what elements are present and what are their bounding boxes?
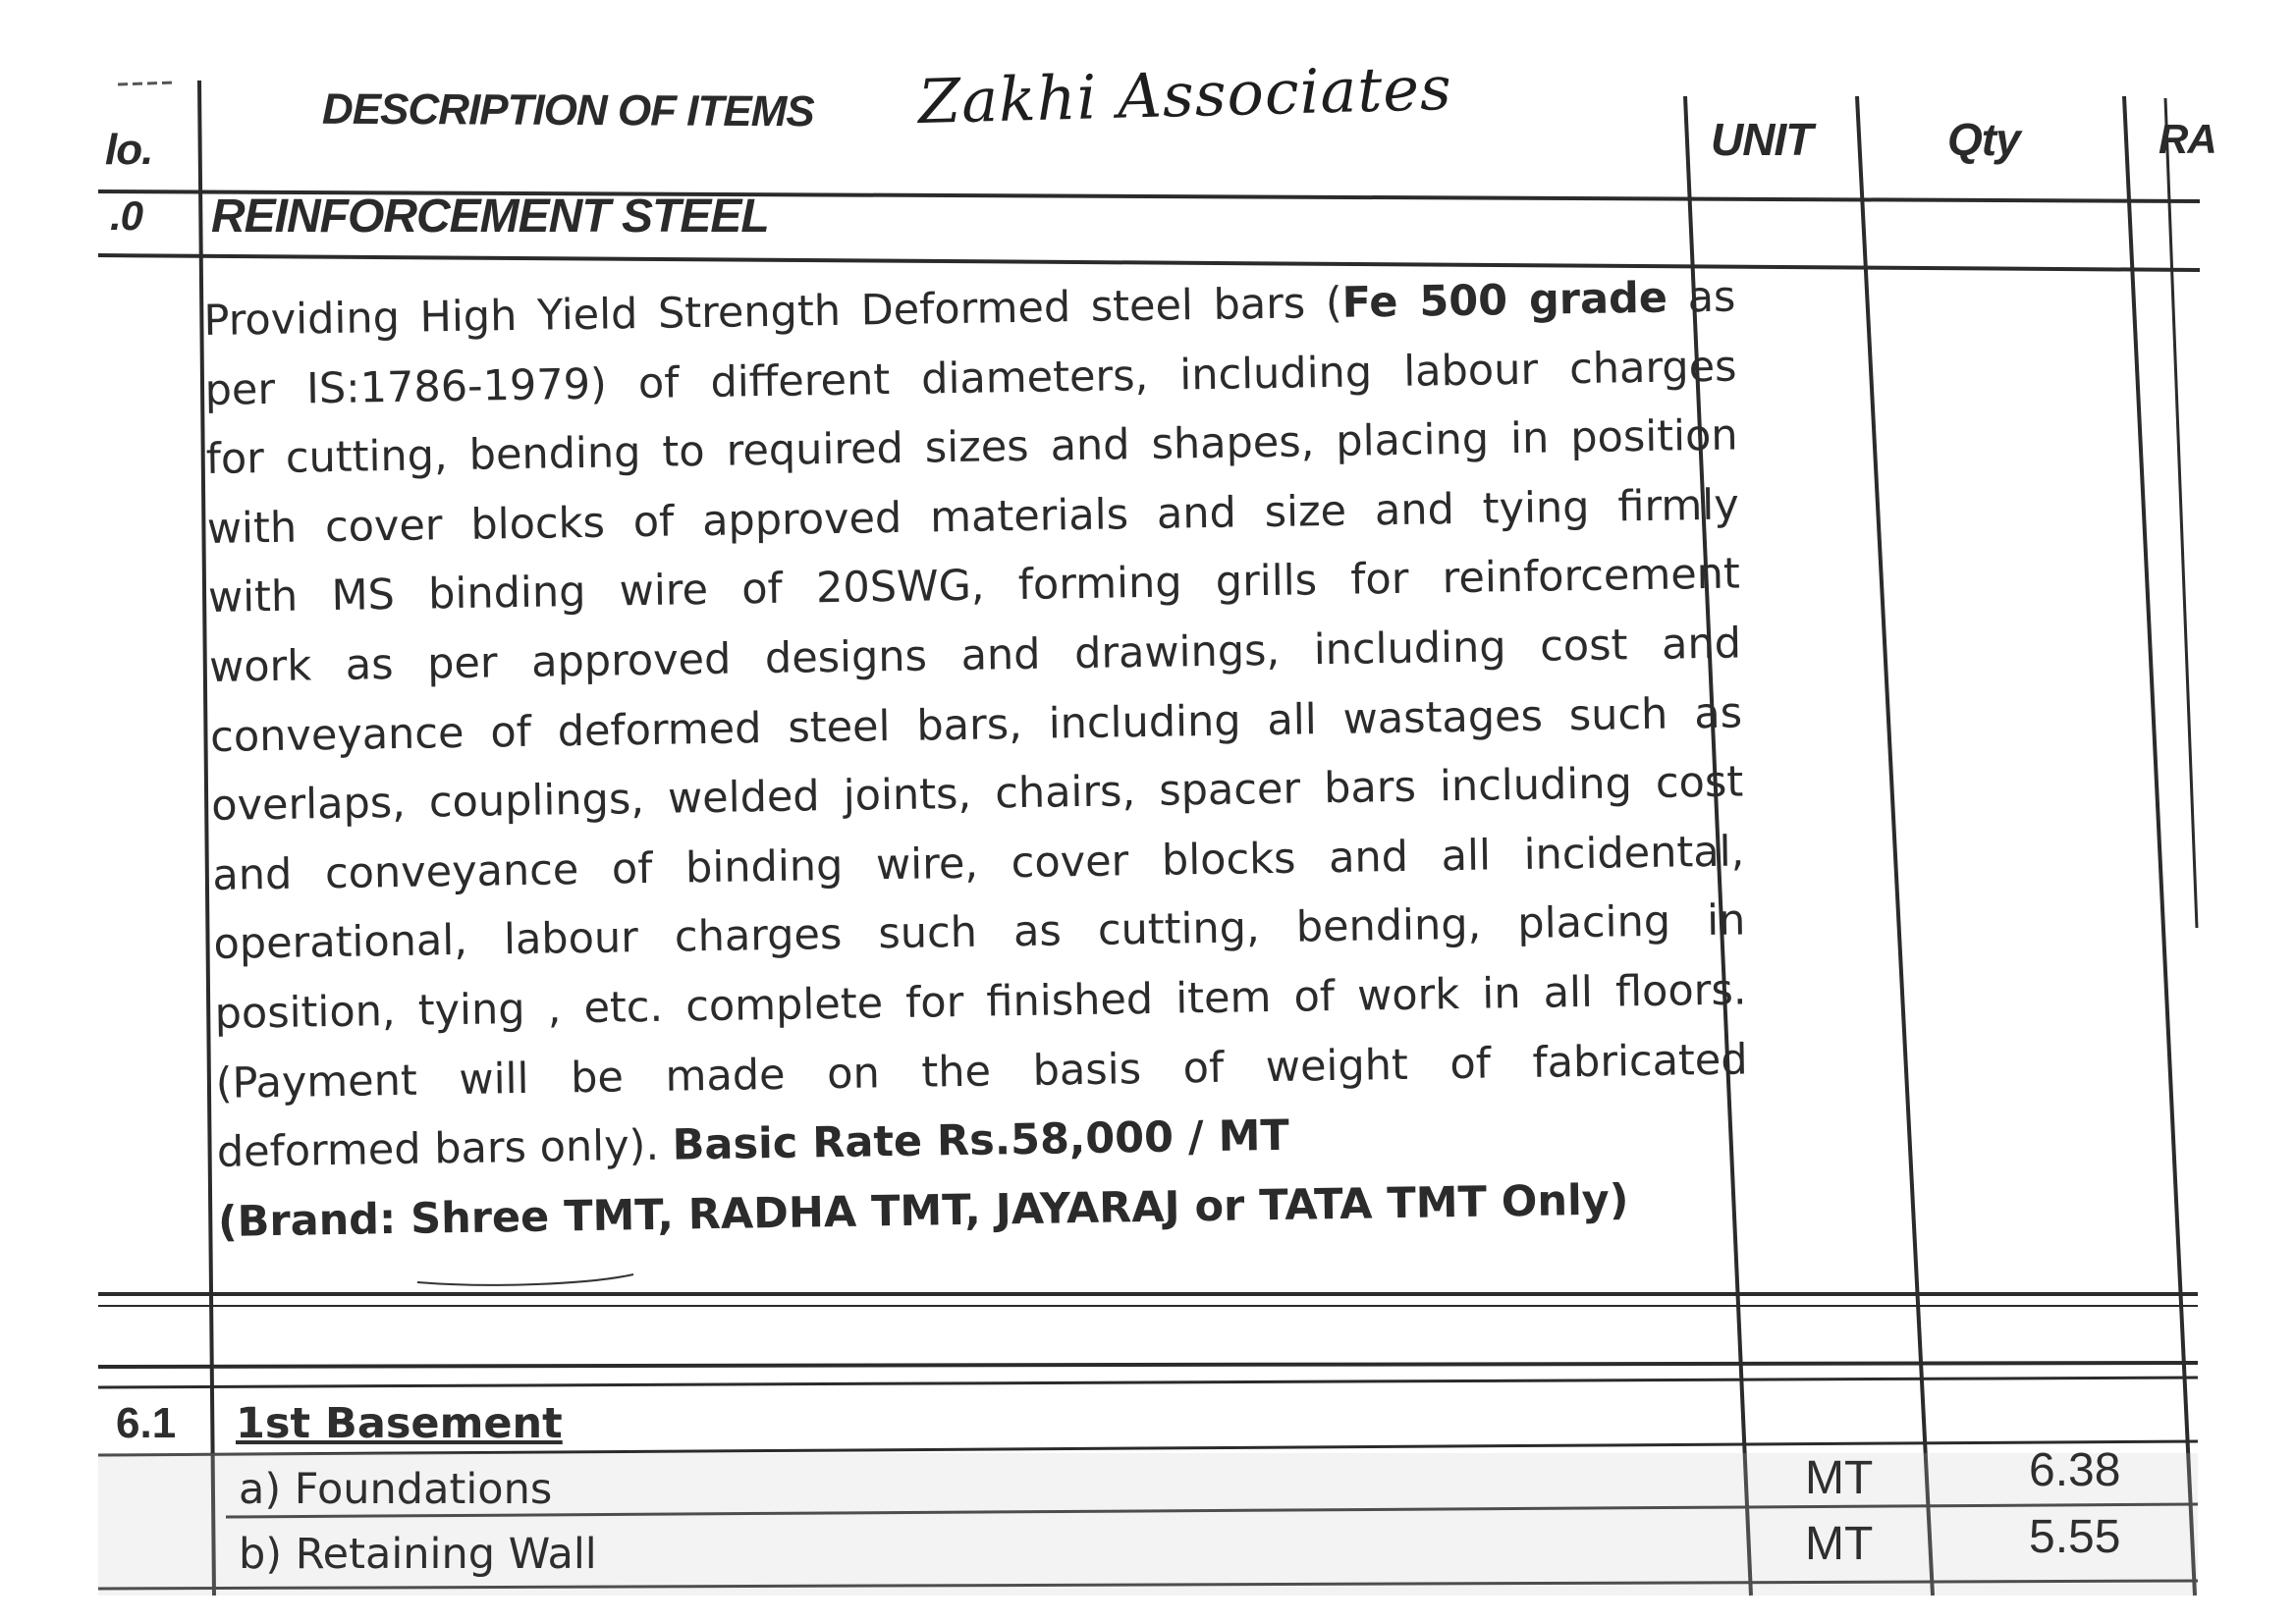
desc-line-4: with cover blocks of approved materials and size and tying firmly bbox=[206, 480, 1740, 554]
pen-scratch-top bbox=[118, 82, 175, 84]
desc-line-5: with MS binding wire of 20SWG, forming grills for reinforcement bbox=[207, 549, 1741, 623]
pen-underline bbox=[417, 1274, 633, 1285]
row-qty-retaining-wall: 5.55 bbox=[2029, 1511, 2121, 1563]
brand-line: (Brand: Shree TMT, RADHA TMT, JAYARAJ or TATA TMT Only) bbox=[217, 1175, 1629, 1247]
basic-rate: Basic Rate Rs.58,000 / MT bbox=[672, 1110, 1290, 1170]
row-item-foundations: a) Foundations bbox=[239, 1465, 553, 1514]
subsection-number: 6.1 bbox=[116, 1399, 177, 1447]
description-header: DESCRIPTION OF ITEMS bbox=[321, 84, 814, 136]
subsection-title: 1st Basement bbox=[236, 1399, 563, 1448]
qty-header: Qty bbox=[1947, 114, 2020, 165]
desc-line-10: operational, labour charges such as cutting, bending, placing in bbox=[213, 895, 1746, 970]
handwritten-annotation: Zakhi Associates bbox=[917, 51, 1453, 138]
vline-qty-rate bbox=[2124, 96, 2216, 1596]
item-description bbox=[203, 262, 1750, 1257]
desc-line-2: per IS:1786-1979) of different diameters, including labour charges bbox=[204, 342, 1737, 415]
rate-header: RA bbox=[2159, 116, 2216, 162]
hline-gap-bottom bbox=[98, 1363, 2198, 1367]
desc-line-1: Providing High Yield Strength Deformed steel bars (Fe 500 grade as bbox=[203, 272, 1736, 346]
sno-header: lo. bbox=[105, 126, 153, 174]
section-number: .0 bbox=[110, 192, 143, 239]
section-title: REINFORCEMENT STEEL bbox=[211, 190, 769, 243]
row-item-retaining-wall: b) Retaining Wall bbox=[239, 1530, 597, 1579]
vline-rate-partial bbox=[2165, 98, 2197, 928]
unit-header: UNIT bbox=[1711, 114, 1813, 165]
desc-line-3: for cutting, bending to required sizes and shapes, placing in position bbox=[205, 410, 1738, 485]
hline-sub-top bbox=[98, 1378, 2198, 1387]
desc-line-12: (Payment will be made on the basis of weight of fabricated bbox=[215, 1034, 1748, 1109]
desc-line-7: conveyance of deformed steel bars, including all wastages such as bbox=[209, 688, 1743, 762]
row-unit-retaining-wall: MT bbox=[1805, 1518, 1874, 1570]
desc-line-13: deformed bars only). Basic Rate Rs.58,000 / MT bbox=[216, 1110, 1290, 1178]
vline-unit-qty bbox=[1857, 96, 1933, 1596]
desc-line-11: position, tying , etc. complete for finished item of work in all floors. bbox=[214, 965, 1747, 1039]
row-unit-foundations: MT bbox=[1805, 1452, 1874, 1504]
desc-line-9: and conveyance of binding wire, cover blocks and all incidental, bbox=[212, 827, 1745, 900]
row-qty-foundations: 6.38 bbox=[2029, 1444, 2121, 1496]
desc-line-6: work as per approved designs and drawings, including cost and bbox=[208, 619, 1742, 692]
desc-line-8: overlaps, couplings, welded joints, chairs, spacer bars including cost bbox=[210, 757, 1744, 832]
hline-section-bottom bbox=[98, 255, 2200, 270]
